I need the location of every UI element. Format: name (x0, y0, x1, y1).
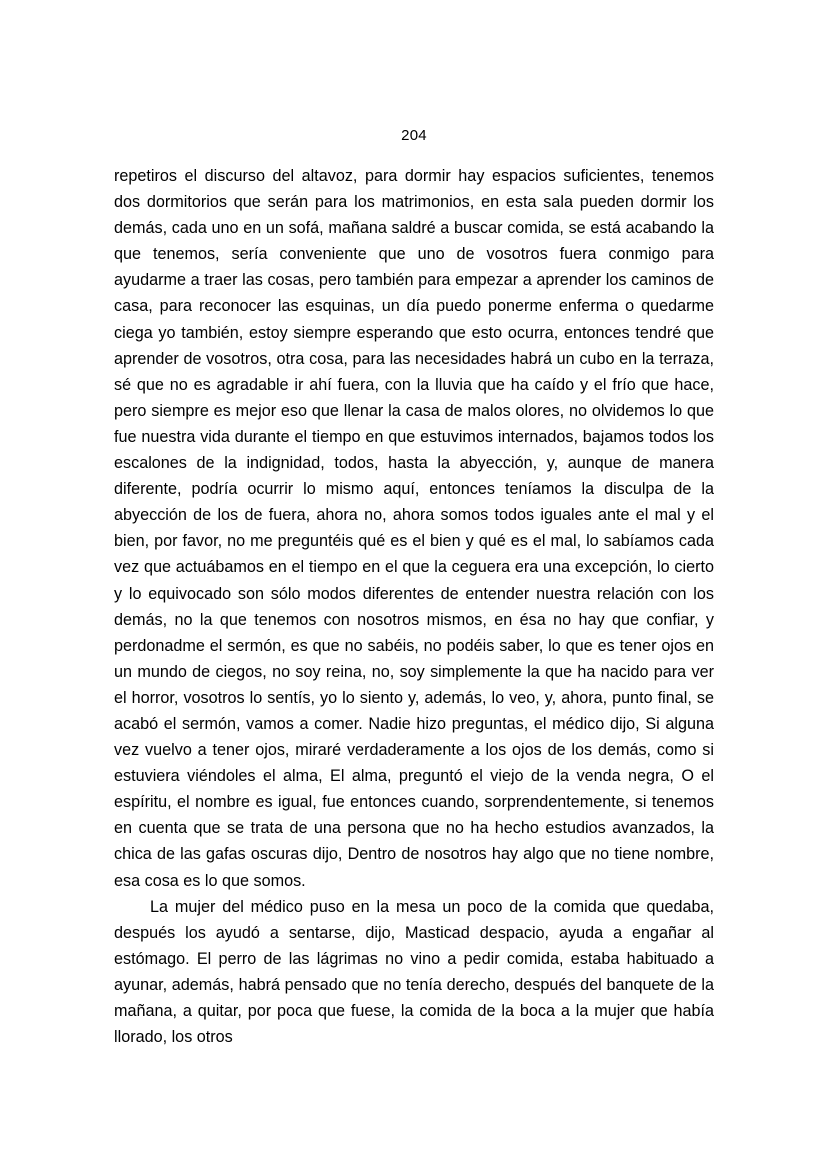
page-number: 204 (401, 127, 427, 144)
paragraph: La mujer del médico puso en la mesa un poco de la comida que quedaba, después los ayudó a sentarse, dijo, Masticad despacio, ayuda a engañar al estómago. El perro de las lágrimas no vino a pedir comida, estaba habituado a ayunar, además, habrá pensado que no tenía derecho, después del banquete de la mañana, a quitar, por poca que fuese, la comida de la boca a la mujer que había llorado, los otros (114, 897, 714, 1047)
page-body (114, 163, 714, 1050)
paragraph: repetiros el discurso del altavoz, para dormir hay espacios suficientes, tenemos dos dormitorios que serán para los matrimonios, en esta sala pueden dormir los demás, cada uno en un sofá, mañana saldré a buscar comida, se está acabando la que tenemos, sería conveniente que uno de vosotros fuera conmigo para ayudarme a traer las cosas, pero también para empezar a aprender los caminos de casa, para reconocer las esquinas, un día puedo ponerme enferma o quedarme ciega yo también, estoy siempre esperando que esto ocurra, entonces tendré que aprender de vosotros, otra cosa, para las necesidades habrá un cubo en la terraza, sé que no es agradable ir ahí fuera, con la lluvia que ha caído y el frío que hace, pero siempre es mejor eso que llenar la casa de malos olores, no olvidemos lo que fue nuestra vida durante el tiempo en que estuvimos internados, bajamos todos los escalones de la indignidad, todos, hasta la abyección, y, aunque de manera diferente, podría ocurrir lo mismo aquí, entonces teníamos la disculpa de la abyección de los de fuera, ahora no, ahora somos todos iguales ante el mal y el bien, por favor, no me preguntéis qué es el bien y qué es el mal, lo sabíamos cada vez que actuábamos en el tiempo en el que la ceguera era una excepción, lo cierto y lo equivocado son sólo modos diferentes de entender nuestra relación con los demás, no la que tenemos con nosotros mismos, en ésa no hay que confiar, y perdonadme el sermón, es que no sabéis, no podéis saber, lo que es tener ojos en un mundo de ciegos, no soy reina, no, soy simplemente la que ha nacido para ver el horror, vosotros lo sentís, yo lo siento y, además, lo veo, y, ahora, punto final, se acabó el sermón, vamos a comer. Nadie hizo preguntas, el médico dijo, Si alguna vez vuelvo a tener ojos, miraré verdaderamente a los ojos de los demás, como si estuviera viéndoles el alma, El alma, preguntó el viejo de la venda negra, O el espíritu, el nombre es igual, fue entonces cuando, sorprendentemente, si tenemos en cuenta que se trata de una persona que no ha hecho estudios avanzados, la chica de las gafas oscuras dijo, Dentro de nosotros hay algo que no tiene nombre, esa cosa es lo que somos. (114, 167, 714, 890)
